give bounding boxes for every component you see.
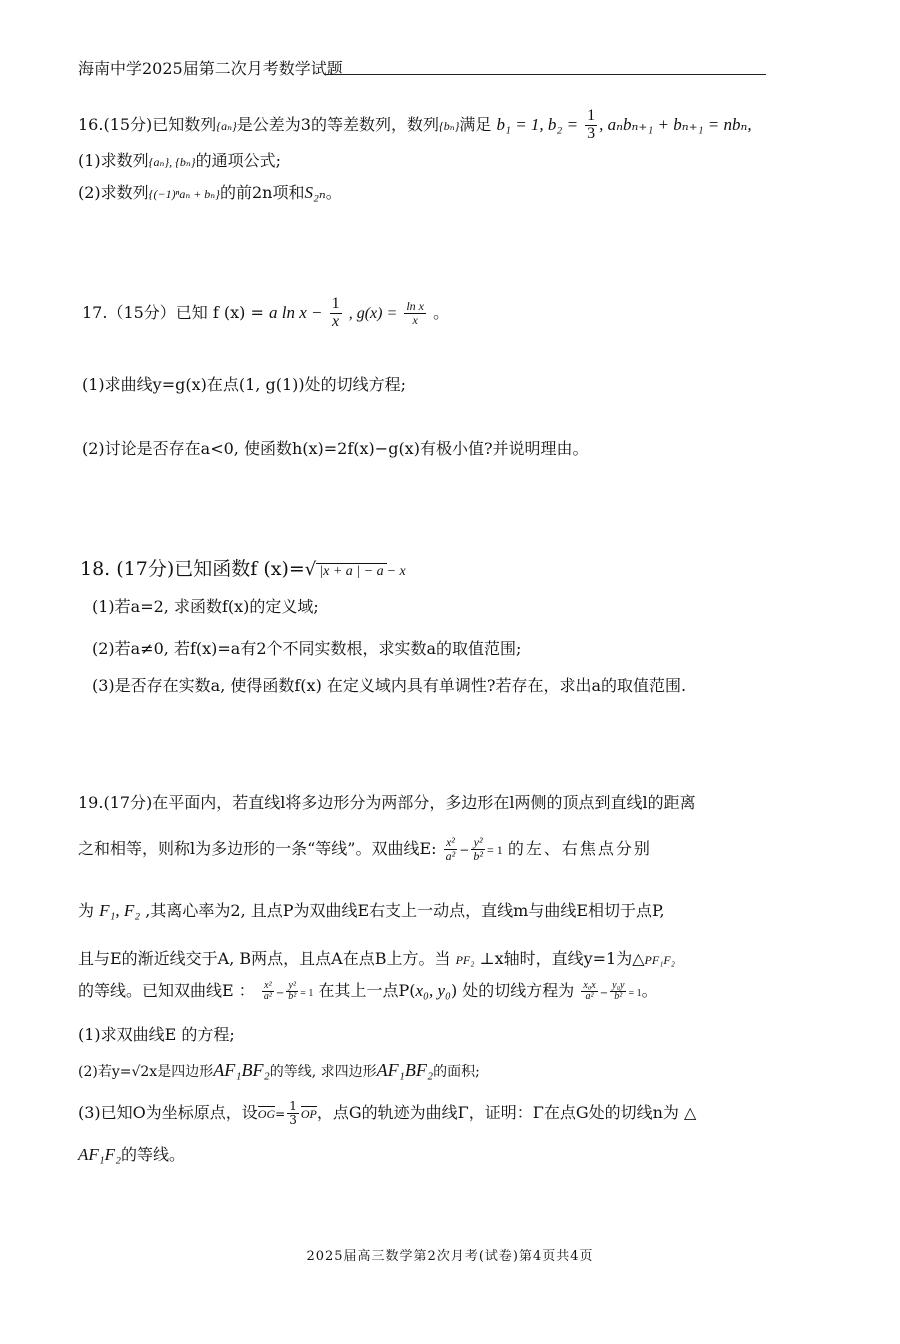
q16-stem-c: 满足 (459, 114, 492, 134)
q19-line5-a2: a² (263, 991, 272, 1002)
q17-f-num: 1 (331, 295, 340, 312)
q19-vec-op: OP (300, 1107, 317, 1121)
q19-line4-b: ⊥x轴时，直线y=1为△ (479, 949, 645, 968)
q17-g-fraction (404, 300, 426, 326)
q19-line4-pf: PF₂ (455, 953, 475, 967)
q19-vec-num: 1 (289, 1099, 297, 1114)
q19-hyp-frac-x (444, 836, 458, 862)
q19-part3-tri: AF₁F₂ (78, 1145, 121, 1164)
q19-part3-b: ，点G的轨迹为曲线Γ，证明：Γ在点G处的切线n为 △ (316, 1103, 697, 1122)
q19-part3-a: (3)已知O为坐标原点，设 (78, 1103, 258, 1122)
q16-fraction (585, 108, 597, 143)
q19-part2-c: 的面积; (433, 1064, 480, 1080)
q17-part1: (1)求曲线y=g(x)在点(1, g(1))处的切线方程; (82, 375, 406, 394)
q18-tail: − x (386, 564, 406, 579)
q16-stem-a: 16.(15分)已知数列 (78, 114, 217, 134)
q16-part2-a: (2)求数列 (78, 183, 149, 202)
q19-part2-a: (2)若y=√2x是四边形 (78, 1064, 214, 1080)
q16-part1-b: 的通项公式; (195, 151, 281, 170)
q19-part3-cont (78, 1142, 185, 1165)
q19-part2 (78, 1060, 480, 1081)
q16-part2-end: 。 (325, 183, 342, 202)
q19-line5-frac-y (286, 981, 298, 1003)
q19-tan-d1: a² (585, 991, 594, 1002)
q19-vec-frac (287, 1100, 299, 1126)
q19-part2-b: 的等线, 求四边形 (269, 1064, 377, 1080)
q19-hyp-x2: x² (444, 836, 458, 850)
q18-sqrt-expr: |x + a | − a (316, 563, 386, 580)
q19-hyp-a2: a² (445, 849, 456, 863)
q16-cond2: , aₙbₙ₊₁ + bₙ₊₁ = nbₙ, (599, 114, 752, 134)
q17-f-expr: a ln x − (269, 302, 323, 322)
q19-line5-a: 的等线。已知双曲线E ： (78, 981, 255, 1000)
q19-hyp-b2: b² (473, 849, 483, 863)
q19-hyp-eq: = 1 (486, 843, 503, 857)
q17-stem-a: 17.（15分）已知 f (x) = (82, 302, 264, 322)
q16-part1 (78, 148, 281, 171)
q19-line4 (78, 946, 675, 969)
q19-hyp-frac-y (471, 836, 485, 862)
q19-part1: (1)求双曲线E 的方程; (78, 1025, 235, 1044)
q19-hyp-y2: y² (471, 836, 485, 850)
q19-line5-c: ) 处的切线方程为 (450, 981, 575, 1000)
q19-line4-a: 且与E的渐近线交于A, B两点，且点A在点B上方。当 (78, 949, 451, 968)
exam-header-title: 海南中学2025届第二次月考数学试题 (78, 59, 343, 78)
q17-part2: (2)讨论是否存在a<0, 使函数h(x)=2f(x)−g(x)有极小值?并说明理由。 (82, 439, 589, 458)
q19-line5-eq: = 1 (300, 988, 314, 999)
q19-part3 (78, 1100, 696, 1127)
q19-vec-den: 3 (289, 1113, 297, 1127)
q16-stem (78, 108, 752, 143)
q19-line2: 之和相等，则称l为多边形的一条“等线”。双曲线E: $\frac{\text{x²}}{\text{a²}}$ − $\frac{\text{y²}}{\text{b²}}$ = 1 的左、右焦点分别 (78, 835, 652, 863)
q19-line5-frac-x (262, 981, 274, 1003)
q19-tan-frac2 (610, 981, 626, 1003)
q19-tan-n1: x₀x (583, 979, 596, 991)
q19-tan-d2: b² (614, 991, 623, 1002)
q18-part2: (2)若a≠0, 若f(x)=a有2个不同实数根，求实数a的取值范围; (92, 639, 522, 658)
radical-sign: √ (304, 559, 317, 580)
q19-line3-a: 为 (78, 901, 95, 920)
q19-line3-b: ,其离心率为2, 且点P为双曲线E右支上一动点，直线m与曲线E相切于点P, (145, 901, 665, 920)
q18-stem (80, 554, 406, 581)
q17-g-num: ln x (406, 299, 425, 314)
q16-part2-s: S₂ₙ (304, 183, 326, 202)
q19-part3-end: 的等线。 (120, 1145, 185, 1164)
q17-f-den: x (332, 312, 340, 330)
q16-part1-seq: {aₙ}, {bₙ} (148, 155, 196, 169)
q16-part2-seq: {(−1)ⁿaₙ + bₙ} (148, 187, 220, 201)
q19-line5-x2: x² (262, 981, 274, 993)
q16-frac-num: 1 (587, 107, 596, 124)
q18-part1: (1)若a=2, 求函数f(x)的定义域; (92, 597, 319, 616)
q19-line5-b2: b² (288, 991, 297, 1002)
q19-line5-b: 在其上一点P( (318, 981, 416, 1000)
page-footer: 2025届高三数学第2次月考(试卷)第4页共4页 (306, 1249, 594, 1264)
q17-stem-end: 。 (433, 302, 450, 322)
q19-line4-tri: PF₁F₂ (644, 953, 675, 967)
q16-part2 (78, 180, 342, 203)
q19-tan-n2: y₀y (612, 979, 625, 991)
q19-line2-a: 之和相等，则称l为多边形的一条“等线”。双曲线E: (78, 839, 437, 858)
q17-g-den: x (412, 312, 418, 327)
q17-g-lhs: , g(x) = (348, 304, 398, 322)
q16-frac-den: 3 (587, 124, 596, 142)
q19-line5-end: 。 (641, 981, 658, 1000)
q16-stem-b: 是公差为3的等差数列，数列 (236, 114, 439, 134)
q18-part3: (3)是否存在实数a, 使得函数f(x) 在定义域内具有单调性?若存在，求出a的取值范围. (92, 676, 687, 695)
q19-line5-pt: x₀, y₀ (415, 981, 451, 1000)
q17-stem (82, 296, 449, 331)
q19-line5: 的等线。已知双曲线E ： $\frac{\text{x²}}{\text{a²}}$ − $\frac{\text{y²}}{\text{b²}}$ = 1 在其上一点P(x₀, y₀) 处的切线方程为 $\frac{\text{x₀x}}{\text{a²}}$ − $\frac{\text{y₀y}}{\text{b²}}$ = 1。 (78, 979, 658, 1002)
q17-f-fraction (330, 296, 342, 331)
q19-tan-frac1 (581, 981, 597, 1003)
q19-line1: 19.(17分)在平面内，若直线l将多边形分为两部分，多边形在l两侧的顶点到直线l的距离 (78, 793, 696, 812)
q19-line2-b: 的左、右焦点分别 (507, 839, 652, 858)
q16-seq-a: {aₙ} (216, 118, 237, 133)
q19-part2-quad: AF₁BF₂ (213, 1060, 270, 1080)
q16-seq-b: {bₙ} (438, 118, 460, 133)
q18-stem-a: 18. (17分)已知函数f (x)= (80, 558, 305, 580)
q19-vec-og: OG (257, 1107, 276, 1121)
q19-line5-y2: y² (286, 981, 298, 993)
q19-vec-eq: = (275, 1107, 286, 1121)
header-underline (326, 74, 766, 75)
q19-tan-eq: = 1 (628, 988, 642, 999)
q16-part1-a: (1)求数列 (78, 151, 149, 170)
q19-line3 (78, 898, 665, 921)
q16-part2-b: 的前2n项和 (219, 183, 305, 202)
q19-line3-f: F₁, F₂ (99, 901, 141, 920)
q19-part2-quad-2: AF₁BF₂ (376, 1060, 434, 1080)
q16-cond1: b₁ = 1, b₂ = (496, 114, 579, 134)
